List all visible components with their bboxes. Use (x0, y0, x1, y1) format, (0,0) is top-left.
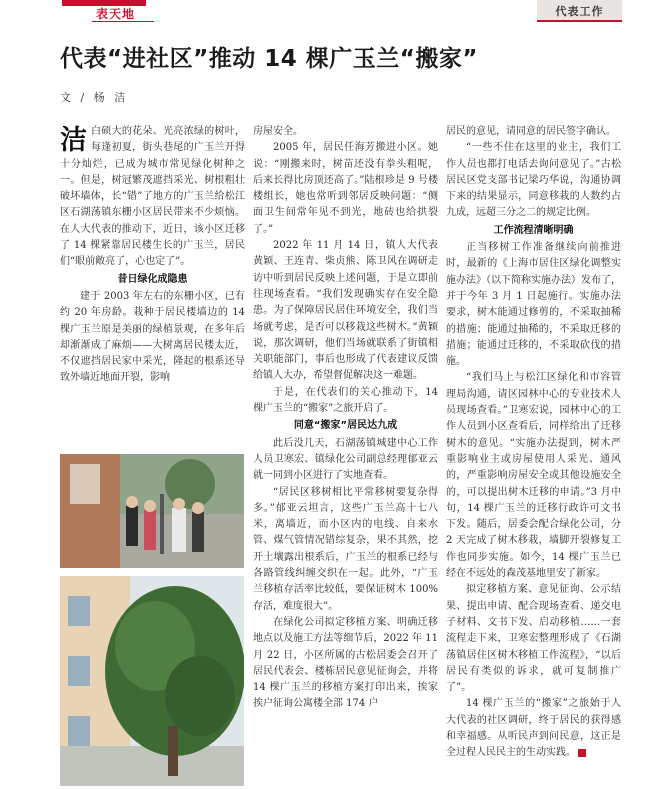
byline: 文 / 杨 洁 (60, 91, 129, 104)
subheading-1: 昔日绿化成隐患 (117, 273, 188, 285)
final-text: 14 棵广玉兰的“搬家”之旅始于人大代表的社区调研，终于居民的获得感和幸福感。从听民声到问民意，这正是全过程人民民主的生动实践。 (446, 698, 621, 759)
paragraph: 建于 2003 年左右的东栅小区，已有约 20 年房龄。栽种于居民楼墙边的 14 棵广玉兰原是美丽的绿植景观，在多年后却渐渐成了麻烦——大树离居民楼太近，不仅遮挡居民家中采光，隆起的根系还导致外墙近地面开裂，影响 (60, 290, 245, 384)
section-tag: 代表工作 (555, 5, 604, 18)
end-mark-icon (578, 749, 586, 757)
intro-text: 白硕大的花朵、光亮浓绿的树叶，每逢初夏，街头巷尾的广玉兰开得十分灿烂，已成为城市常见绿化树种之一。但是，树冠繁茂遮挡采光、树根粗壮破坏墙体，长“错”了地方的广玉兰给松江区石湖荡镇东栅小区居民带来不少烦恼。在人大代表的推动下，近日，该小区迁移了 14 棵紧靠居民楼生长的广玉兰，居民们“眼前敞亮了，心也定了”。 (60, 126, 245, 268)
column-1 (60, 124, 245, 387)
final-paragraph (446, 696, 621, 761)
drop-cap: 洁 (60, 125, 87, 156)
paragraph: 拟定移植方案、意见征询、公示结果、提出申请、配合现场查看、递交电子材料、文书下发、启动移植……一套流程走下来，卫寒宏整理形成了《石湖荡镇居住区树木移植工作流程》，“以后居民有类似的诉求，就可复制推广了”。 (446, 584, 621, 694)
subheading-2: 同意“搬家”居民达九成 (293, 420, 398, 432)
photo-magnolia-tree (60, 576, 244, 786)
photo-site-visit (60, 454, 244, 568)
paragraph: “我们马上与松江区绿化和市容管理局沟通，请区园林中心的专业技术人员现场查看。”卫寒宏说，园林中心的工作人员到小区查看后，同样给出了迁移树木的意见。“实施办法提到，树木严重影响业主或房屋使用人采光、通风的，严重影响房屋安全或其他设施安全的，可以提出树木迁移的申请。”3 月中旬，14 棵广玉兰的迁移行政许可文书下发。随后，居委会配合绿化公司，分 2 天完成了树木移栽，墙脚开裂修复工作也同步实施。如今，14 棵广玉兰已经在不远处的森茂基地里安了新家。 (446, 372, 621, 580)
paragraph: 居民的意见，请同意的居民签字确认。 (446, 126, 616, 137)
subheading-3: 工作流程清晰明确 (493, 224, 574, 236)
paragraph: 正当移树工作准备继续向前推进时，最新的《上海市居住区绿化调整实施办法》（以下简称实施办法）发布了，并于今年 3 月 1 日起施行。实施办法要求，树木能通过修剪的，不采取抽稀的措施；能通过抽稀的，不采取迁移的措施；能通过迁移的，不采取砍伐的措施。 (446, 242, 621, 368)
paragraph: 于是，在代表们的关心推动下，14 棵广玉兰的“搬家”之旅开启了。 (253, 386, 438, 415)
intro-paragraph (60, 124, 245, 271)
paragraph: 在绿化公司拟定移植方案、明确迁移地点以及施工方法等细节后，2022 年 11 月 22 日，小区所属的古松居委会召开了居民代表会、楼栋居民意见征询会，并将 14 棵广玉兰的移植方案打印出来，挨家挨户征询公寓楼全部 174 户 (253, 616, 438, 710)
paragraph: 2005 年，居民任海芳搬进小区。她说：“刚搬来时，树苗还没有拳头粗呢，后来长得比房顶还高了。”陆根珍是 9 号楼楼组长，她也常听到邻居反映问题：“侧面卫生间常年见不到光，地砖也给拱裂了。” (253, 142, 438, 235)
column-rule (92, 21, 154, 22)
paragraph: 此后没几天，石湖荡镇城建中心工作人员卫寒宏、镇绿化公司副总经理郁亚云就一同到小区进行了实地查看。 (253, 437, 438, 482)
paragraph: 房屋安全。 (253, 126, 303, 137)
article-title: 代表“进社区”推动 14 棵广玉兰“搬家” (60, 46, 478, 72)
paragraph: “一些不住在这里的业主，我们工作人员也都打电话去询问意见了。”古松居民区党支部书记梁巧华说，沟通协调下来的结果显示，同意移栽的人数约占九成，远超三分之二的规定比例。 (446, 142, 621, 219)
column-name: 表天地 (96, 7, 136, 21)
column-2 (253, 124, 438, 713)
column-3 (446, 124, 621, 762)
paragraph: 2022 年 11 月 14 日，镇人大代表黄颖、王连青、柴贞熊、陈卫风在调研走访中听到居民反映上述问题，于是立即前往现场查看。“我们发现确实存在安全隐患。为了保障居民居住环境安全，我们当场就考虑，是否可以移栽这些树木。”黄颖说，那次调研，他们当场就联系了街镇相关职能部门，事后也形成了代表建议反馈给镇人大办，希望督促解决这一难题。 (253, 240, 438, 382)
section-tag-rule (537, 20, 622, 22)
section-tag-box (537, 0, 622, 20)
paragraph: “居民区移树相比平常移树要复杂得多。”郁亚云坦言，这些广玉兰高十七八米，离墙近，而小区内的电线、自来水管、煤气管情况错综复杂，果不其然，挖开土壤露出根系后，广玉兰的根系已经与各路管线纠缠交织在一起。此外，“广玉兰移植存活率比较低，要保证树木 100%存活，难度很大”。 (253, 486, 438, 612)
